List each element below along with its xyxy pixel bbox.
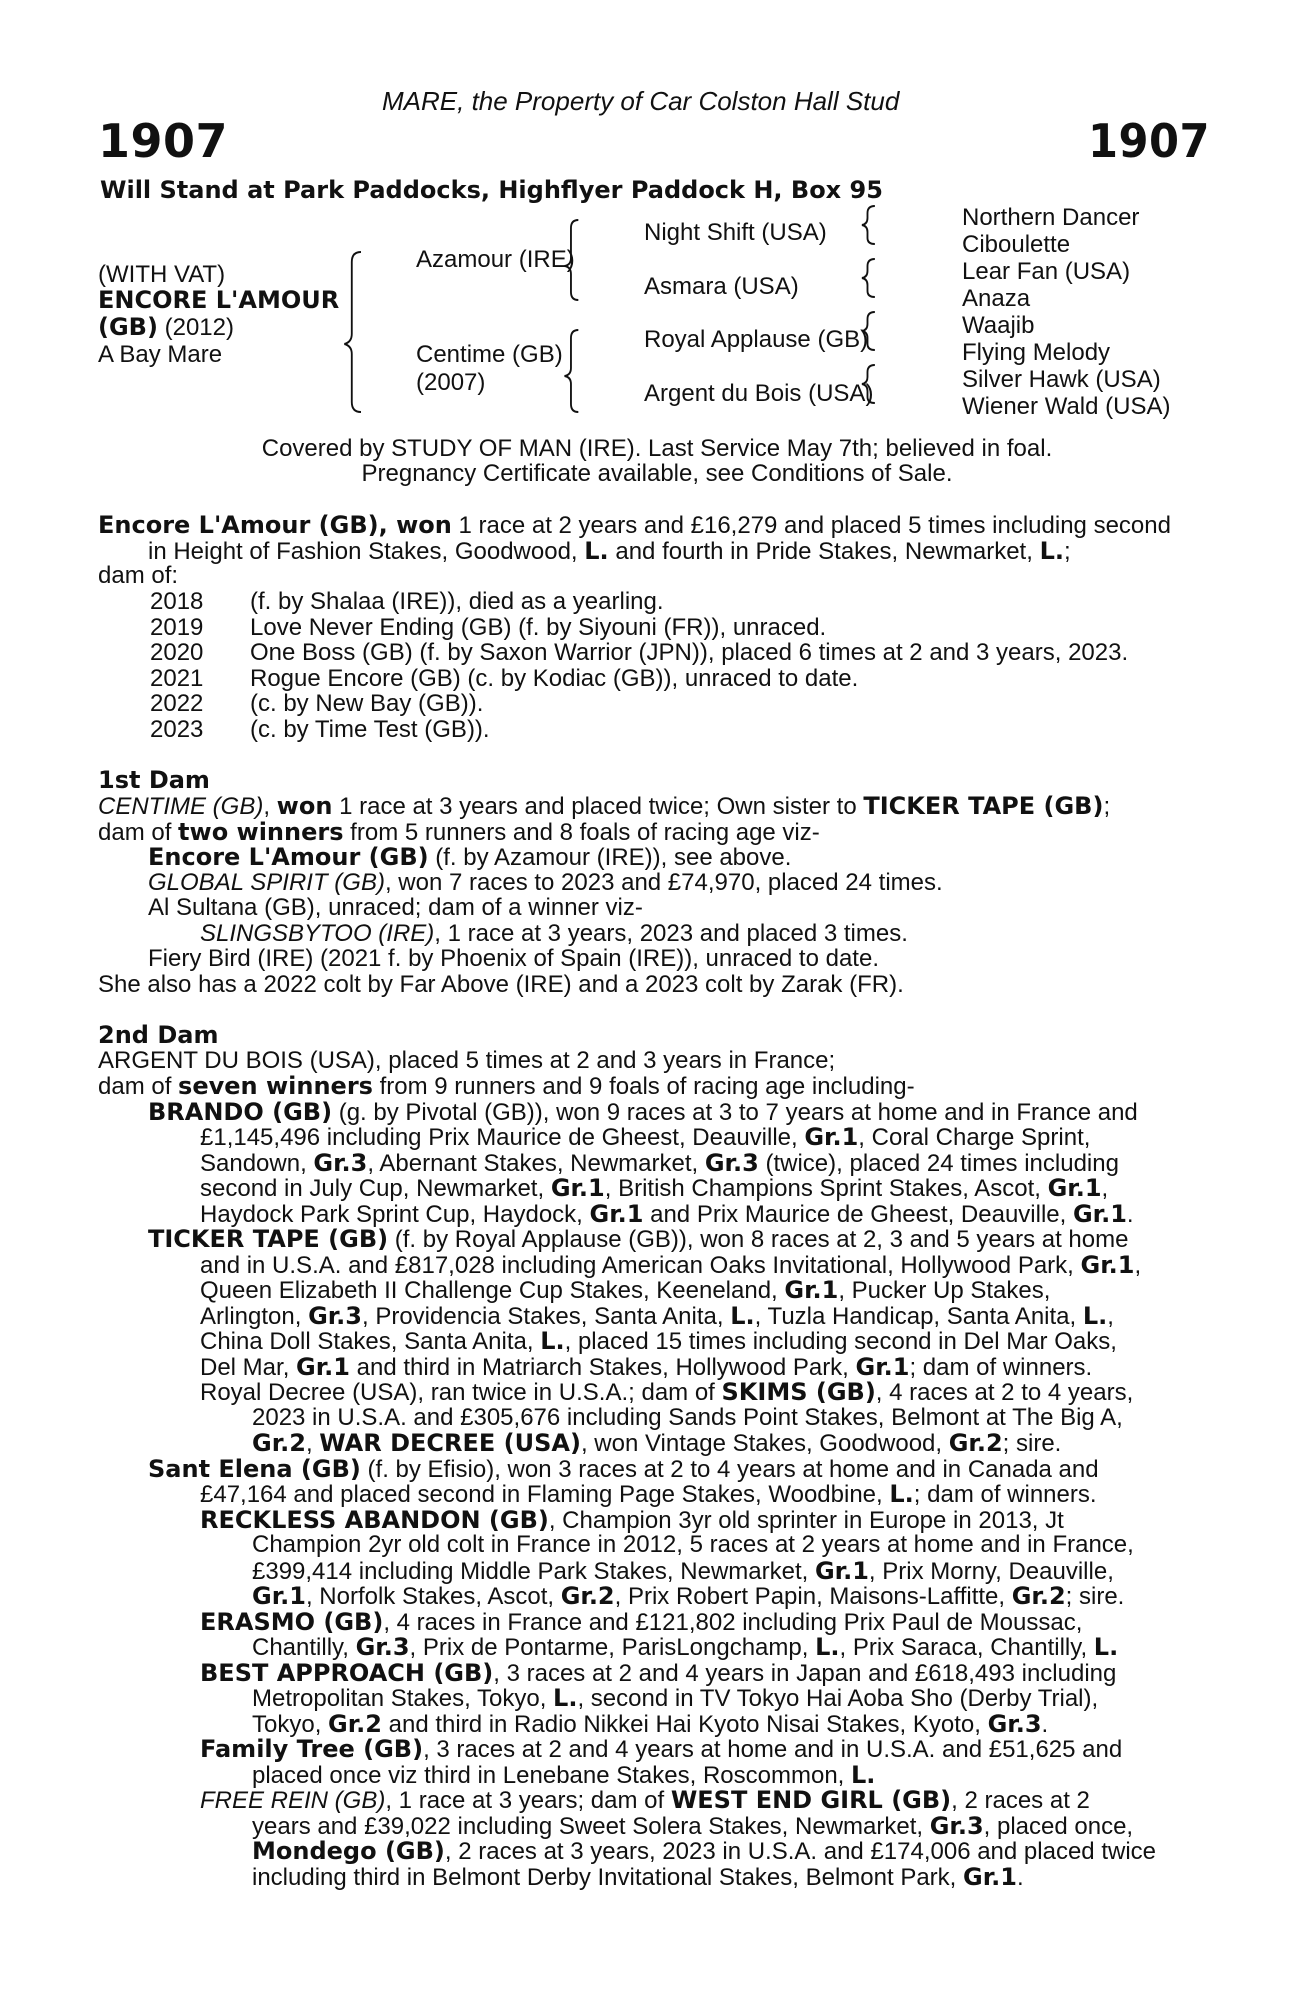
first-dam-line-2: dam of two winners from 5 runners and 8 foals of racing age viz- <box>98 818 820 846</box>
royal-decree-line-2: 2023 in U.S.A. and £305,676 including Sands Point Stakes, Belmont at The Big A, <box>252 1404 1123 1431</box>
ticker-line-5: China Doll Stakes, Santa Anita, L., placed 15 times including second in Del Mar Oaks, <box>200 1327 1117 1355</box>
gg-7: Silver Hawk (USA) <box>962 366 1161 393</box>
produce-text: One Boss (GB) (f. by Saxon Warrior (JPN)), placed 6 times at 2 and 3 years, 2023. <box>250 639 1129 666</box>
gg-1: Northern Dancer <box>962 204 1140 231</box>
produce-row <box>150 716 490 744</box>
second-dam-line-2: dam of seven winners from 9 runners and 9 foals of racing age including- <box>98 1072 915 1100</box>
produce-year: 2020 <box>150 639 204 666</box>
best-approach-line-2: Metropolitan Stakes, Tokyo, L., second in TV Tokyo Hai Aoba Sho (Derby Trial), <box>252 1684 1099 1712</box>
horse-origin-year: (GB) (2012) <box>98 313 234 341</box>
brando-line-4: second in July Cup, Newmarket, Gr.1, British Champions Sprint Stakes, Ascot, Gr.1, <box>200 1174 1109 1202</box>
reckless-line-4: Gr.1, Norfolk Stakes, Ascot, Gr.2, Prix Robert Papin, Maisons-Laffitte, Gr.2; sire. <box>252 1582 1125 1610</box>
gg-3: Lear Fan (USA) <box>962 258 1131 285</box>
brando-line-3: Sandown, Gr.3, Abernant Stakes, Newmarket, Gr.3 (twice), placed 24 times including <box>200 1149 1119 1177</box>
gg-8: Wiener Wald (USA) <box>962 393 1171 420</box>
first-dam-line-3: Encore L'Amour (GB) (f. by Azamour (IRE)), see above. <box>148 843 792 871</box>
ticker-line-2: and in U.S.A. and £817,028 including American Oaks Invitational, Hollywood Park, Gr.1, <box>200 1251 1142 1279</box>
best-approach-line-1: BEST APPROACH (GB), 3 races at 2 and 4 years in Japan and £618,493 including <box>200 1659 1117 1687</box>
header-subtitle: MARE, the Property of Car Colston Hall Stud <box>382 86 900 116</box>
gg-5: Waajib <box>962 312 1035 339</box>
first-dam-line-4: GLOBAL SPIRIT (GB), won 7 races to 2023 and £74,970, placed 24 times. <box>148 869 943 896</box>
pregnancy-note: Pregnancy Certificate available, see Conditions of Sale. <box>361 460 953 487</box>
produce-year: 2021 <box>150 664 204 692</box>
produce-row <box>150 690 483 718</box>
royal-decree-line-3: Gr.2, WAR DECREE (USA), won Vintage Stakes, Goodwood, Gr.2; sire. <box>252 1429 1062 1457</box>
brando-line-1: BRANDO (GB) (g. by Pivotal (GB)), won 9 races at 3 to 7 years at home and in France and <box>148 1098 1138 1126</box>
ticker-line-3: Queen Elizabeth II Challenge Cup Stakes, Keeneland, Gr.1, Pucker Up Stakes, <box>200 1276 1051 1304</box>
free-rein-line-4: including third in Belmont Derby Invitational Stakes, Belmont Park, Gr.1. <box>252 1863 1024 1891</box>
dam: Centime (GB) <box>416 341 563 368</box>
stand-location: Will Stand at Park Paddocks, Highflyer Paddock H, Box 95 <box>100 176 883 204</box>
free-rein-line-3: Mondego (GB), 2 races at 3 years, 2023 in U.S.A. and £174,006 and placed twice <box>252 1837 1156 1865</box>
sire-dam: Asmara (USA) <box>644 273 799 300</box>
covered-note: Covered by STUDY OF MAN (IRE). Last Service May 7th; believed in foal. <box>261 435 1053 462</box>
produce-text: Love Never Ending (GB) (f. by Siyouni (FR)), unraced. <box>250 613 827 641</box>
dam-dam: Argent du Bois (USA) <box>644 380 874 407</box>
gg-6: Flying Melody <box>962 339 1111 366</box>
first-dam-line-5: Al Sultana (GB), unraced; dam of a winner viz- <box>148 894 643 921</box>
sant-elena-line-2: £47,164 and placed second in Flaming Page Stakes, Woodbine, L.; dam of winners. <box>200 1480 1097 1508</box>
lot-number-left: 1907 <box>98 114 229 168</box>
ticker-line-4: Arlington, Gr.3, Providencia Stakes, Santa Anita, L., Tuzla Handicap, Santa Anita, L., <box>200 1302 1114 1330</box>
gg-4: Anaza <box>962 285 1031 312</box>
sire-sire: Night Shift (USA) <box>644 219 827 246</box>
royal-decree-line-1: Royal Decree (USA), ran twice in U.S.A.; dam of SKIMS (GB), 4 races at 2 to 4 years, <box>200 1378 1134 1406</box>
mare-dam-of: dam of: <box>98 562 179 589</box>
produce-row <box>150 665 858 693</box>
second-dam-line-1: ARGENT DU BOIS (USA), placed 5 times at 2 and 3 years in France; <box>98 1047 836 1074</box>
erasmo-line-1: ERASMO (GB), 4 races in France and £121,802 including Prix Paul de Moussac, <box>200 1608 1083 1636</box>
produce-year: 2022 <box>150 690 204 717</box>
brando-line-5: Haydock Park Sprint Cup, Haydock, Gr.1 and Prix Maurice de Gheest, Deauville, Gr.1. <box>200 1200 1134 1228</box>
second-dam-heading: 2nd Dam <box>98 1021 219 1049</box>
mare-line-2: in Height of Fashion Stakes, Goodwood, L. and fourth in Pride Stakes, Newmarket, L.; <box>148 537 1071 565</box>
horse-description: A Bay Mare <box>98 341 223 368</box>
ticker-line-1: TICKER TAPE (GB) (f. by Royal Applause (GB)), won 8 races at 2, 3 and 5 years at home <box>148 1225 1129 1253</box>
free-rein-line-2: years and £39,022 including Sweet Solera Stakes, Newmarket, Gr.3, placed once, <box>252 1812 1134 1840</box>
produce-row <box>150 614 826 642</box>
produce-text: (c. by Time Test (GB)). <box>250 715 490 743</box>
sant-elena-line-1: Sant Elena (GB) (f. by Efisio), won 3 races at 2 to 4 years at home and in Canada and <box>148 1455 1099 1483</box>
produce-year: 2019 <box>150 613 204 641</box>
produce-text: Rogue Encore (GB) (c. by Kodiac (GB)), unraced to date. <box>250 664 859 692</box>
produce-text: (c. by New Bay (GB)). <box>250 690 484 717</box>
first-dam-heading: 1st Dam <box>98 766 210 794</box>
gg-2: Ciboulette <box>962 231 1071 258</box>
produce-row <box>150 639 1128 667</box>
produce-year: 2018 <box>150 588 204 615</box>
first-dam-line-8: She also has a 2022 colt by Far Above (IRE) and a 2023 colt by Zarak (FR). <box>98 971 904 998</box>
produce-row <box>150 588 664 616</box>
first-dam-line-6: SLINGSBYTOO (IRE), 1 race at 3 years, 2023 and placed 3 times. <box>200 920 908 947</box>
ticker-line-6: Del Mar, Gr.1 and third in Matriarch Stakes, Hollywood Park, Gr.1; dam of winners. <box>200 1353 1093 1381</box>
vat-note: (WITH VAT) <box>98 261 226 288</box>
lot-number-right: 1907 <box>1088 114 1211 168</box>
mare-line-1: Encore L'Amour (GB), won 1 race at 2 years and £16,279 and placed 5 times including second <box>98 511 1171 539</box>
horse-name: ENCORE L'AMOUR <box>98 286 340 314</box>
first-dam-line-1: CENTIME (GB), won 1 race at 3 years and placed twice; Own sister to TICKER TAPE (GB); <box>98 792 1111 820</box>
family-tree-line-2: placed once viz third in Lenebane Stakes, Roscommon, L. <box>252 1761 876 1789</box>
reckless-line-2: Champion 2yr old colt in France in 2012, 5 races at 2 years at home and in France, <box>252 1531 1134 1558</box>
best-approach-line-3: Tokyo, Gr.2 and third in Radio Nikkei Hai Kyoto Nisai Stakes, Kyoto, Gr.3. <box>252 1710 1049 1738</box>
brando-line-2: £1,145,496 including Prix Maurice de Gheest, Deauville, Gr.1, Coral Charge Sprint, <box>200 1123 1091 1151</box>
reckless-line-1: RECKLESS ABANDON (GB), Champion 3yr old sprinter in Europe in 2013, Jt <box>200 1506 1064 1534</box>
produce-text: (f. by Shalaa (IRE)), died as a yearling. <box>250 588 664 615</box>
dam-sire: Royal Applause (GB) <box>644 326 869 353</box>
dam-year: (2007) <box>416 369 486 396</box>
first-dam-line-7: Fiery Bird (IRE) (2021 f. by Phoenix of Spain (IRE)), unraced to date. <box>148 945 879 972</box>
family-tree-line-1: Family Tree (GB), 3 races at 2 and 4 years at home and in U.S.A. and £51,625 and <box>200 1735 1123 1763</box>
sire: Azamour (IRE) <box>416 246 575 273</box>
erasmo-line-2: Chantilly, Gr.3, Prix de Pontarme, ParisLongchamp, L., Prix Saraca, Chantilly, L. <box>252 1633 1119 1661</box>
produce-year: 2023 <box>150 715 204 743</box>
reckless-line-3: £399,414 including Middle Park Stakes, Newmarket, Gr.1, Prix Morny, Deauville, <box>252 1557 1114 1585</box>
free-rein-line-1: FREE REIN (GB), 1 race at 3 years; dam of WEST END GIRL (GB), 2 races at 2 <box>200 1786 1090 1814</box>
